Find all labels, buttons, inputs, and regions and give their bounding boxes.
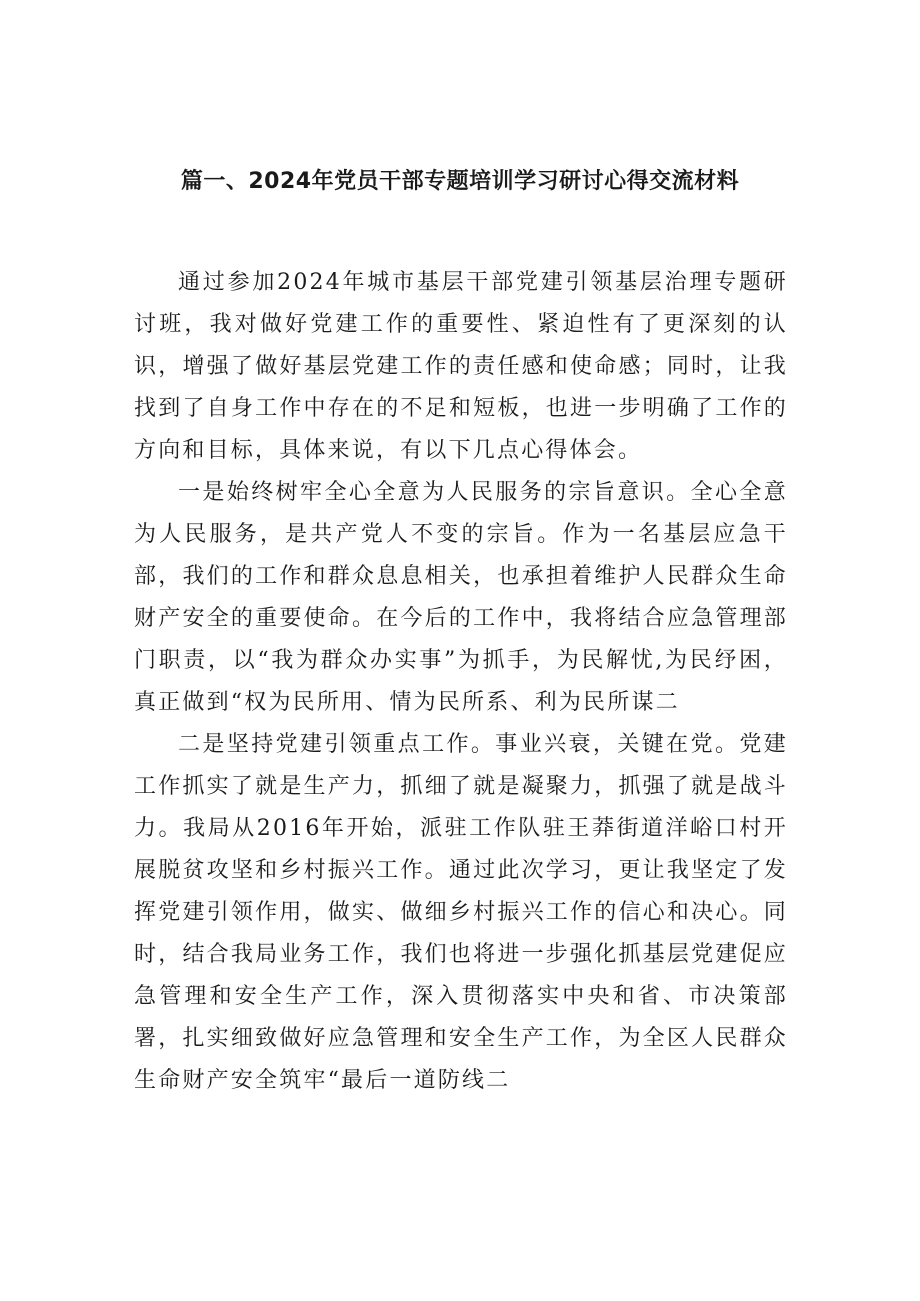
paragraph-point-one: 一是始终树牢全心全意为人民服务的宗旨意识。全心全意为人民服务，是共产党人不变的宗旨。作为一名基层应急干部，我们的工作和群众息息相关，也承担着维护人民群众生命财产安全的重要使命。在今后的工作中，我将结合应急管理部门职责，以“我为群众办实事”为抓手，为民解忧,为民纾困，真正做到“权为民所用、情为民所系、利为民所谋二 <box>134 480 788 715</box>
document-title: 篇一、2024年党员干部专题培训学习研讨心得交流材料 <box>180 169 740 194</box>
document-body <box>134 262 788 1102</box>
paragraph-point-two: 二是坚持党建引领重点工作。事业兴衰，关键在党。党建工作抓实了就是生产力，抓细了就是凝聚力，抓强了就是战斗力。我局从2016年开始，派驻工作队驻王莽街道洋峪口村开展脱贫攻坚和乡村振兴工作。通过此次学习，更让我坚定了发挥党建引领作用，做实、做细乡村振兴工作的信心和决心。同时，结合我局业务工作，我们也将进一步强化抓基层党建促应急管理和安全生产工作，深入贯彻落实中央和省、市决策部署，扎实细致做好应急管理和安全生产工作，为全区人民群众生命财产安全筑牢“最后一道防线二 <box>134 732 788 1093</box>
paragraph-intro: 通过参加2024年城市基层干部党建引领基层治理专题研讨班，我对做好党建工作的重要性、紧迫性有了更深刻的认识，增强了做好基层党建工作的责任感和使命感；同时，让我找到了自身工作中存在的不足和短板，也进一步明确了工作的方向和目标，具体来说，有以下几点心得体会。 <box>134 270 788 463</box>
